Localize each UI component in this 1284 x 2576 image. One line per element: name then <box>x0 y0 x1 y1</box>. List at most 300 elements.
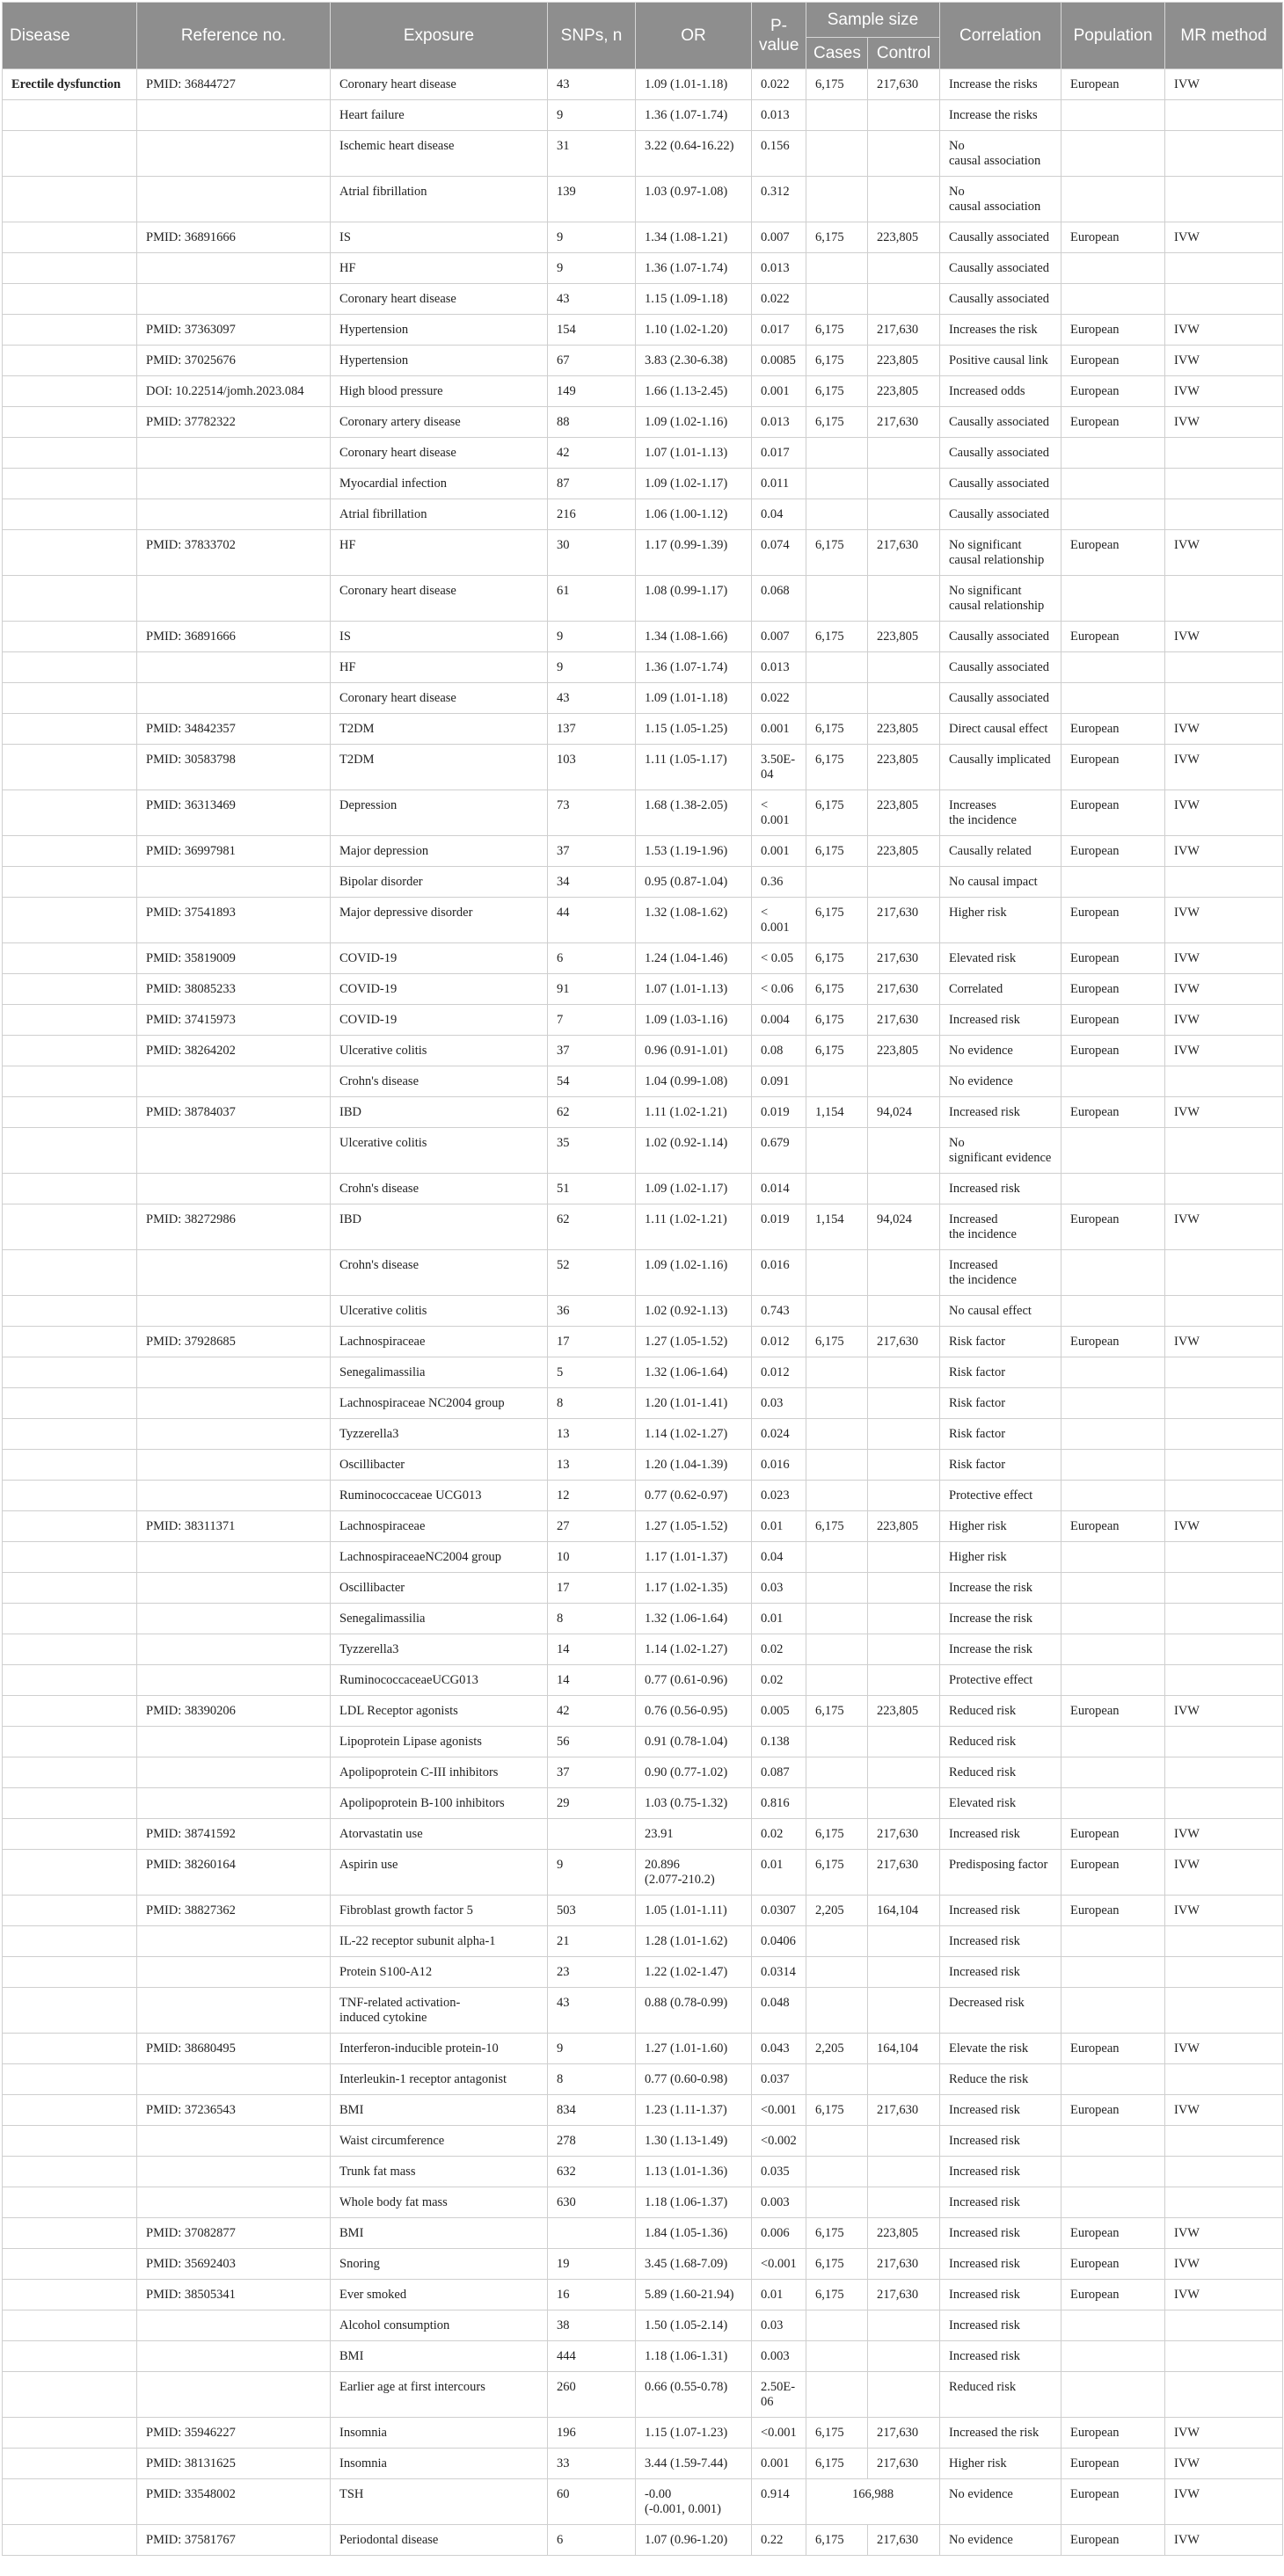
table-row <box>3 100 1283 131</box>
cases-cell: 6,175 <box>806 1036 868 1066</box>
control-cell: 217,630 <box>868 315 940 346</box>
population-cell: European <box>1061 407 1165 438</box>
correlation-cell: Increase the risks <box>940 100 1061 131</box>
reference-cell <box>137 652 331 683</box>
or-cell: 20.896 (2.077-210.2) <box>636 1850 752 1896</box>
or-cell: 1.24 (1.04-1.46) <box>636 943 752 974</box>
mr-method-cell <box>1165 1573 1283 1604</box>
table-row <box>3 131 1283 177</box>
snps-cell: 91 <box>548 974 636 1005</box>
control-cell <box>868 2157 940 2187</box>
correlation-cell: Increased the incidence <box>940 1204 1061 1250</box>
or-cell: 1.09 (1.01-1.18) <box>636 69 752 100</box>
cases-cell: 6,175 <box>806 714 868 745</box>
pvalue-cell: 0.023 <box>752 1481 806 1511</box>
correlation-cell: Protective effect <box>940 1481 1061 1511</box>
control-cell <box>868 2064 940 2095</box>
snps-cell: 43 <box>548 1988 636 2034</box>
or-cell: 0.95 (0.87-1.04) <box>636 867 752 898</box>
disease-cell <box>3 346 137 376</box>
or-cell: 1.36 (1.07-1.74) <box>636 253 752 284</box>
population-cell <box>1061 2187 1165 2218</box>
control-cell <box>868 1481 940 1511</box>
table-row <box>3 376 1283 407</box>
table-row <box>3 1788 1283 1819</box>
disease-cell <box>3 499 137 530</box>
control-cell: 223,805 <box>868 222 940 253</box>
population-cell: European <box>1061 1327 1165 1357</box>
snps-cell: 31 <box>548 131 636 177</box>
population-cell: European <box>1061 346 1165 376</box>
snps-cell: 43 <box>548 69 636 100</box>
population-cell: European <box>1061 2479 1165 2525</box>
mr-method-cell <box>1165 2341 1283 2372</box>
mr-method-cell: IVW <box>1165 790 1283 836</box>
pvalue-cell: 0.037 <box>752 2064 806 2095</box>
disease-cell <box>3 407 137 438</box>
snps-cell: 37 <box>548 836 636 867</box>
cases-cell: 6,175 <box>806 1511 868 1542</box>
table-row <box>3 622 1283 652</box>
population-cell <box>1061 1388 1165 1419</box>
cases-cell <box>806 1634 868 1665</box>
reference-cell <box>137 2372 331 2418</box>
correlation-cell: Risk factor <box>940 1419 1061 1450</box>
exposure-cell: Coronary heart disease <box>331 576 548 622</box>
pvalue-cell: 0.743 <box>752 1296 806 1327</box>
mr-method-cell <box>1165 2372 1283 2418</box>
exposure-cell: BMI <box>331 2218 548 2249</box>
cases-cell: 6,175 <box>806 1005 868 1036</box>
disease-cell <box>3 898 137 943</box>
snps-cell: 17 <box>548 1573 636 1604</box>
table-header <box>3 3 1283 69</box>
correlation-cell: No causal effect <box>940 1296 1061 1327</box>
control-cell <box>868 576 940 622</box>
control-cell <box>868 1757 940 1788</box>
exposure-cell: Aspirin use <box>331 1850 548 1896</box>
population-cell <box>1061 438 1165 469</box>
pvalue-cell: < 0.05 <box>752 943 806 974</box>
pvalue-cell: 0.914 <box>752 2479 806 2525</box>
or-cell: 1.14 (1.02-1.27) <box>636 1419 752 1450</box>
cases-cell <box>806 1788 868 1819</box>
table-row <box>3 1696 1283 1727</box>
population-cell: European <box>1061 1850 1165 1896</box>
pvalue-cell: 0.01 <box>752 1604 806 1634</box>
exposure-cell: Earlier age at first intercours <box>331 2372 548 2418</box>
disease-cell <box>3 1036 137 1066</box>
or-cell: 0.77 (0.61-0.96) <box>636 1665 752 1696</box>
population-cell: European <box>1061 222 1165 253</box>
or-cell: 1.04 (0.99-1.08) <box>636 1066 752 1097</box>
table-row <box>3 1005 1283 1036</box>
or-cell: 1.66 (1.13-2.45) <box>636 376 752 407</box>
col-pvalue: P-value <box>752 3 806 69</box>
or-cell: 1.07 (0.96-1.20) <box>636 2525 752 2556</box>
or-cell: 1.06 (1.00-1.12) <box>636 499 752 530</box>
reference-cell: PMID: 38260164 <box>137 1850 331 1896</box>
pvalue-cell: <0.002 <box>752 2126 806 2157</box>
disease-cell <box>3 2034 137 2064</box>
cases-cell <box>806 867 868 898</box>
mr-method-cell <box>1165 1388 1283 1419</box>
reference-cell: PMID: 38827362 <box>137 1896 331 1926</box>
control-cell <box>868 1419 940 1450</box>
reference-cell: PMID: 37082877 <box>137 2218 331 2249</box>
table-row <box>3 714 1283 745</box>
exposure-cell: Hypertension <box>331 346 548 376</box>
cases-cell: 6,175 <box>806 376 868 407</box>
disease-cell <box>3 1926 137 1957</box>
mr-method-cell <box>1165 2157 1283 2187</box>
table-row <box>3 253 1283 284</box>
disease-cell <box>3 1296 137 1327</box>
cases-cell <box>806 1957 868 1988</box>
or-cell: 1.10 (1.02-1.20) <box>636 315 752 346</box>
control-cell <box>868 1604 940 1634</box>
reference-cell: PMID: 36313469 <box>137 790 331 836</box>
pvalue-cell: <0.001 <box>752 2095 806 2126</box>
or-cell: 1.09 (1.02-1.16) <box>636 1250 752 1296</box>
correlation-cell: Increased risk <box>940 2126 1061 2157</box>
sample-size-cell: 166,988 <box>806 2479 940 2525</box>
cases-cell <box>806 284 868 315</box>
snps-cell: 14 <box>548 1665 636 1696</box>
control-cell: 223,805 <box>868 622 940 652</box>
exposure-cell: Apolipoprotein C-III inhibitors <box>331 1757 548 1788</box>
disease-cell <box>3 622 137 652</box>
exposure-cell: BMI <box>331 2095 548 2126</box>
disease-cell <box>3 943 137 974</box>
disease-cell <box>3 2372 137 2418</box>
pvalue-cell: 0.01 <box>752 2280 806 2310</box>
disease-cell <box>3 376 137 407</box>
cases-cell: 6,175 <box>806 898 868 943</box>
control-cell <box>868 1542 940 1573</box>
reference-cell: PMID: 37928685 <box>137 1327 331 1357</box>
cases-cell <box>806 1250 868 1296</box>
disease-cell <box>3 1066 137 1097</box>
table-row <box>3 1357 1283 1388</box>
pvalue-cell: 0.02 <box>752 1819 806 1850</box>
exposure-cell: Insomnia <box>331 2449 548 2479</box>
snps-cell: 67 <box>548 346 636 376</box>
pvalue-cell: 0.022 <box>752 683 806 714</box>
or-cell: 3.44 (1.59-7.44) <box>636 2449 752 2479</box>
exposure-cell: HF <box>331 652 548 683</box>
reference-cell <box>137 867 331 898</box>
correlation-cell: Increased risk <box>940 1926 1061 1957</box>
reference-cell <box>137 2310 331 2341</box>
disease-cell <box>3 284 137 315</box>
correlation-cell: Reduced risk <box>940 1727 1061 1757</box>
disease-cell <box>3 1419 137 1450</box>
pvalue-cell: 0.312 <box>752 177 806 222</box>
reference-cell <box>137 2064 331 2095</box>
control-cell: 217,630 <box>868 2449 940 2479</box>
exposure-cell: Insomnia <box>331 2418 548 2449</box>
or-cell: 1.03 (0.97-1.08) <box>636 177 752 222</box>
snps-cell: 38 <box>548 2310 636 2341</box>
table-row <box>3 530 1283 576</box>
reference-cell <box>137 2341 331 2372</box>
snps-cell: 44 <box>548 898 636 943</box>
or-cell: 1.05 (1.01-1.11) <box>636 1896 752 1926</box>
correlation-cell: No causal association <box>940 177 1061 222</box>
reference-cell <box>137 1634 331 1665</box>
or-cell: 1.11 (1.02-1.21) <box>636 1097 752 1128</box>
pvalue-cell: < 0.001 <box>752 898 806 943</box>
exposure-cell: Fibroblast growth factor 5 <box>331 1896 548 1926</box>
snps-cell: 16 <box>548 2280 636 2310</box>
table-row <box>3 2525 1283 2556</box>
population-cell <box>1061 1573 1165 1604</box>
reference-cell <box>137 1481 331 1511</box>
table-row <box>3 1128 1283 1174</box>
reference-cell <box>137 1988 331 2034</box>
correlation-cell: Reduced risk <box>940 1696 1061 1727</box>
mr-method-cell <box>1165 1634 1283 1665</box>
correlation-cell: Increased risk <box>940 1819 1061 1850</box>
snps-cell: 88 <box>548 407 636 438</box>
mr-method-cell <box>1165 100 1283 131</box>
disease-cell: Erectile dysfunction <box>3 69 137 100</box>
snps-cell: 19 <box>548 2249 636 2280</box>
reference-cell <box>137 499 331 530</box>
snps-cell: 103 <box>548 745 636 790</box>
exposure-cell: Tyzzerella3 <box>331 1634 548 1665</box>
control-cell <box>868 1357 940 1388</box>
correlation-cell: No significant causal relationship <box>940 530 1061 576</box>
population-cell <box>1061 1926 1165 1957</box>
correlation-cell: Higher risk <box>940 898 1061 943</box>
population-cell: European <box>1061 790 1165 836</box>
reference-cell: PMID: 38741592 <box>137 1819 331 1850</box>
reference-cell <box>137 1542 331 1573</box>
or-cell: 1.30 (1.13-1.49) <box>636 2126 752 2157</box>
population-cell <box>1061 2064 1165 2095</box>
exposure-cell: Interleukin-1 receptor antagonist <box>331 2064 548 2095</box>
mr-method-cell: IVW <box>1165 1005 1283 1036</box>
mr-method-cell: IVW <box>1165 2218 1283 2249</box>
reference-cell <box>137 1604 331 1634</box>
pvalue-cell: 0.0406 <box>752 1926 806 1957</box>
disease-cell <box>3 1542 137 1573</box>
population-cell: European <box>1061 622 1165 652</box>
reference-cell: PMID: 36891666 <box>137 222 331 253</box>
snps-cell: 56 <box>548 1727 636 1757</box>
snps-cell: 139 <box>548 177 636 222</box>
table-row <box>3 1573 1283 1604</box>
pvalue-cell: 0.022 <box>752 69 806 100</box>
mr-method-cell <box>1165 1957 1283 1988</box>
cases-cell: 6,175 <box>806 346 868 376</box>
cases-cell <box>806 2064 868 2095</box>
control-cell <box>868 100 940 131</box>
or-cell: 1.32 (1.08-1.62) <box>636 898 752 943</box>
or-cell: 0.77 (0.60-0.98) <box>636 2064 752 2095</box>
reference-cell: PMID: 38131625 <box>137 2449 331 2479</box>
snps-cell: 13 <box>548 1419 636 1450</box>
col-cases: Cases <box>806 38 868 69</box>
mr-method-cell: IVW <box>1165 1204 1283 1250</box>
or-cell: 1.07 (1.01-1.13) <box>636 438 752 469</box>
mr-method-cell: IVW <box>1165 2034 1283 2064</box>
correlation-cell: Increase the risk <box>940 1604 1061 1634</box>
reference-cell: PMID: 36891666 <box>137 622 331 652</box>
pvalue-cell: 0.035 <box>752 2157 806 2187</box>
control-cell: 223,805 <box>868 714 940 745</box>
mr-method-cell <box>1165 1665 1283 1696</box>
disease-cell <box>3 315 137 346</box>
population-cell: European <box>1061 1819 1165 1850</box>
mr-method-cell: IVW <box>1165 1097 1283 1128</box>
snps-cell: 21 <box>548 1926 636 1957</box>
mr-method-cell: IVW <box>1165 745 1283 790</box>
control-cell <box>868 1988 940 2034</box>
pvalue-cell: 0.001 <box>752 376 806 407</box>
population-cell <box>1061 131 1165 177</box>
mr-method-cell: IVW <box>1165 407 1283 438</box>
mr-method-cell <box>1165 253 1283 284</box>
population-cell: European <box>1061 2218 1165 2249</box>
cases-cell <box>806 1542 868 1573</box>
table-row <box>3 69 1283 100</box>
pvalue-cell: 3.50E- 04 <box>752 745 806 790</box>
pvalue-cell: 0.013 <box>752 100 806 131</box>
table-row <box>3 1327 1283 1357</box>
table-row <box>3 2249 1283 2280</box>
table-row <box>3 315 1283 346</box>
population-cell: European <box>1061 1097 1165 1128</box>
exposure-cell: Coronary heart disease <box>331 284 548 315</box>
or-cell: 1.11 (1.02-1.21) <box>636 1204 752 1250</box>
or-cell: 1.36 (1.07-1.74) <box>636 100 752 131</box>
reference-cell <box>137 1357 331 1388</box>
table-row <box>3 1066 1283 1097</box>
correlation-cell: Risk factor <box>940 1327 1061 1357</box>
or-cell: 1.09 (1.02-1.17) <box>636 469 752 499</box>
control-cell: 223,805 <box>868 376 940 407</box>
table-row <box>3 745 1283 790</box>
or-cell: 1.18 (1.06-1.31) <box>636 2341 752 2372</box>
table-row <box>3 2479 1283 2525</box>
correlation-cell: Increases the incidence <box>940 790 1061 836</box>
or-cell: 1.02 (0.92-1.13) <box>636 1296 752 1327</box>
cases-cell: 6,175 <box>806 1327 868 1357</box>
mr-method-cell: IVW <box>1165 315 1283 346</box>
mr-method-cell <box>1165 1419 1283 1450</box>
or-cell: 1.50 (1.05-2.14) <box>636 2310 752 2341</box>
mr-method-cell: IVW <box>1165 346 1283 376</box>
exposure-cell: IBD <box>331 1097 548 1128</box>
pvalue-cell: 0.013 <box>752 407 806 438</box>
correlation-cell: No evidence <box>940 1036 1061 1066</box>
mr-method-cell <box>1165 2126 1283 2157</box>
or-cell: 1.20 (1.01-1.41) <box>636 1388 752 1419</box>
exposure-cell: Coronary heart disease <box>331 683 548 714</box>
population-cell <box>1061 1757 1165 1788</box>
disease-cell <box>3 1450 137 1481</box>
table-row <box>3 1481 1283 1511</box>
population-cell: European <box>1061 1696 1165 1727</box>
exposure-cell: Lachnospiraceae NC2004 group <box>331 1388 548 1419</box>
exposure-cell: Senegalimassilia <box>331 1357 548 1388</box>
disease-cell <box>3 438 137 469</box>
disease-cell <box>3 1850 137 1896</box>
cases-cell <box>806 1757 868 1788</box>
mr-method-cell <box>1165 2310 1283 2341</box>
or-cell: 1.18 (1.06-1.37) <box>636 2187 752 2218</box>
pvalue-cell: 0.013 <box>752 652 806 683</box>
disease-cell <box>3 2218 137 2249</box>
or-cell: 1.08 (0.99-1.17) <box>636 576 752 622</box>
correlation-cell: Causally related <box>940 836 1061 867</box>
control-cell <box>868 2372 940 2418</box>
population-cell: European <box>1061 69 1165 100</box>
control-cell <box>868 1128 940 1174</box>
exposure-cell: Crohn's disease <box>331 1174 548 1204</box>
or-cell: 1.32 (1.06-1.64) <box>636 1604 752 1634</box>
pvalue-cell: 0.001 <box>752 2449 806 2479</box>
table-row <box>3 836 1283 867</box>
or-cell: 0.96 (0.91-1.01) <box>636 1036 752 1066</box>
control-cell: 217,630 <box>868 1327 940 1357</box>
control-cell: 223,805 <box>868 2218 940 2249</box>
disease-cell <box>3 2449 137 2479</box>
population-cell <box>1061 1957 1165 1988</box>
population-cell <box>1061 1727 1165 1757</box>
snps-cell: 27 <box>548 1511 636 1542</box>
control-cell <box>868 131 940 177</box>
reference-cell: PMID: 38085233 <box>137 974 331 1005</box>
population-cell: European <box>1061 714 1165 745</box>
disease-cell <box>3 2418 137 2449</box>
population-cell <box>1061 2157 1165 2187</box>
cases-cell <box>806 1450 868 1481</box>
population-cell: European <box>1061 2418 1165 2449</box>
or-cell: 1.27 (1.05-1.52) <box>636 1511 752 1542</box>
pvalue-cell: 0.03 <box>752 1388 806 1419</box>
disease-cell <box>3 1327 137 1357</box>
control-cell <box>868 652 940 683</box>
cases-cell: 1,154 <box>806 1204 868 1250</box>
correlation-cell: Increased risk <box>940 2187 1061 2218</box>
table-row <box>3 2372 1283 2418</box>
snps-cell: 278 <box>548 2126 636 2157</box>
exposure-cell: Heart failure <box>331 100 548 131</box>
disease-cell <box>3 1174 137 1204</box>
exposure-cell: Atrial fibrillation <box>331 177 548 222</box>
correlation-cell: No significant causal relationship <box>940 576 1061 622</box>
pvalue-cell: 2.50E- 06 <box>752 2372 806 2418</box>
correlation-cell: Predisposing factor <box>940 1850 1061 1896</box>
control-cell: 223,805 <box>868 790 940 836</box>
snps-cell: 35 <box>548 1128 636 1174</box>
exposure-cell: Ruminococcaceae UCG013 <box>331 1481 548 1511</box>
correlation-cell: Increased risk <box>940 1005 1061 1036</box>
control-cell <box>868 284 940 315</box>
snps-cell: 834 <box>548 2095 636 2126</box>
population-cell <box>1061 1542 1165 1573</box>
or-cell: 1.09 (1.02-1.17) <box>636 1174 752 1204</box>
mr-method-cell: IVW <box>1165 69 1283 100</box>
pvalue-cell: 0.022 <box>752 284 806 315</box>
disease-cell <box>3 530 137 576</box>
disease-cell <box>3 2479 137 2525</box>
table-row <box>3 1450 1283 1481</box>
